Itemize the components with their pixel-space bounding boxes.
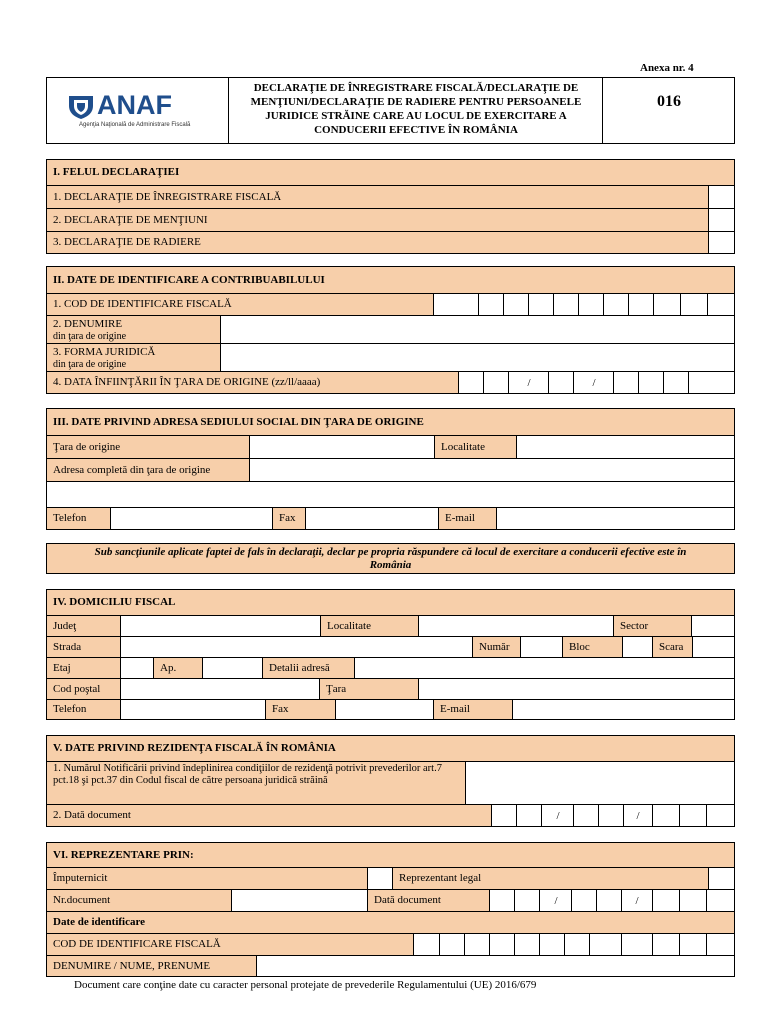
form-code: 016 (657, 93, 681, 110)
cif-digit-box[interactable] (413, 934, 439, 955)
notificare-label: 1. Numărul Notificării privind îndeplinirea condiţiilor de rezidenţă potrivit prevederilor art.7 pct.18 şi pct.37 din Codul fiscal de către persoana juridică străină (47, 762, 465, 804)
email-label: E-mail (438, 508, 496, 529)
denumire-field[interactable] (256, 956, 734, 976)
date-digit-box[interactable] (598, 805, 623, 826)
fax-label: Fax (265, 700, 335, 719)
adresa-continuare-field[interactable] (47, 481, 734, 507)
nr-document-label: Nr.document (47, 890, 231, 911)
cif-digit-box[interactable] (464, 934, 489, 955)
reprezentant-legal-label: Reprezentant legal (392, 868, 708, 889)
data-infiintarii-label: 4. DATA ÎNFIINŢĂRII ÎN ŢARA DE ORIGINE (zz/ll/aaaa) (47, 372, 458, 393)
adresa-label: Adresa completă din ţara de origine (47, 459, 249, 481)
denumire-row (47, 955, 734, 976)
forma-juridica-title: 3. FORMA JURIDICĂ (53, 346, 156, 358)
judet-field[interactable] (120, 616, 320, 636)
section-identificare (46, 266, 735, 394)
telefon-label: Telefon (47, 700, 120, 719)
date-digit-box[interactable] (679, 890, 706, 911)
forma-juridica-subtitle: din ţara de origine (53, 359, 127, 370)
data-document-label: Dată document (367, 890, 489, 911)
section-adresa-sediu (46, 408, 735, 530)
fax-field[interactable] (305, 508, 438, 529)
contact-row (47, 699, 734, 719)
date-digit-box[interactable] (541, 805, 573, 826)
reprezentare-tip-row (47, 867, 734, 889)
judet-row (47, 615, 734, 636)
tara-localitate-row (47, 435, 734, 458)
denumire-label (47, 316, 220, 343)
date-separator: / (527, 376, 531, 389)
cif-digit-box[interactable] (564, 934, 589, 955)
date-digit-box[interactable] (548, 372, 573, 393)
etaj-field[interactable] (120, 658, 153, 678)
notificare-field[interactable] (465, 762, 734, 804)
cif-digit-box[interactable] (439, 934, 464, 955)
date-digit-box[interactable] (514, 890, 539, 911)
date-digit-box[interactable] (623, 805, 652, 826)
anaf-logo (67, 92, 217, 132)
cod-postal-field[interactable] (120, 679, 319, 699)
data-infiintarii-row (47, 371, 734, 393)
telefon-field[interactable] (110, 508, 272, 529)
date-separator: / (592, 376, 596, 389)
date-separator: / (636, 809, 640, 822)
date-digit-box[interactable] (596, 890, 621, 911)
localitate-field[interactable] (418, 616, 613, 636)
etaj-label: Etaj (47, 658, 120, 678)
date-digit-box[interactable] (679, 805, 706, 826)
footer-note: Document care conţine date cu caracter personal protejate de prevederile Regulamentului (UE) 2016/679 (74, 979, 537, 991)
declaration-type-row (47, 208, 734, 231)
denumire-label: DENUMIRE / NUME, PRENUME (47, 956, 256, 976)
logo-cell (47, 78, 229, 143)
section-title: I. FELUL DECLARAŢIEI (47, 160, 734, 185)
cif-row (47, 933, 734, 955)
denumire-subtitle: din ţara de origine (53, 331, 127, 342)
data-document-label: 2. Dată document (47, 805, 491, 826)
section-felul-declaratiei (46, 159, 735, 254)
telefon-label: Telefon (47, 508, 110, 529)
date-separator: / (556, 809, 560, 822)
tara-field[interactable] (418, 679, 734, 699)
fax-label: Fax (272, 508, 305, 529)
cod-postal-row (47, 678, 734, 699)
section-title: IV. DOMICILIU FISCAL (47, 590, 734, 615)
cif-digit-box[interactable] (489, 934, 514, 955)
date-digit-box[interactable] (613, 372, 638, 393)
scara-field[interactable] (692, 637, 734, 657)
date-digit-box[interactable] (491, 805, 516, 826)
email-label: E-mail (433, 700, 512, 719)
cif-digit-box[interactable] (707, 294, 734, 315)
contact-row (47, 507, 734, 529)
localitate-field[interactable] (516, 436, 734, 458)
date-digit-box[interactable] (508, 372, 548, 393)
nr-document-row (47, 889, 734, 911)
tara-label: Ţara (319, 679, 418, 699)
strada-field[interactable] (120, 637, 472, 657)
date-digit-box[interactable] (663, 372, 688, 393)
detalii-adresa-label: Detalii adresă (262, 658, 354, 678)
cif-digit-box[interactable] (679, 934, 706, 955)
cod-postal-label: Cod poştal (47, 679, 120, 699)
bloc-label: Bloc (562, 637, 622, 657)
date-digit-box[interactable] (489, 890, 514, 911)
cif-digit-box[interactable] (503, 294, 528, 315)
cif-label: 1. COD DE IDENTIFICARE FISCALĂ (47, 294, 433, 315)
section-reprezentare (46, 842, 735, 977)
nr-document-field[interactable] (231, 890, 367, 911)
date-digit-box[interactable] (571, 890, 596, 911)
declaration-type-checkbox[interactable] (708, 209, 734, 231)
cif-digit-box[interactable] (433, 294, 478, 315)
scara-label: Scara (652, 637, 692, 657)
cif-digit-box[interactable] (621, 934, 652, 955)
date-digit-box[interactable] (539, 890, 571, 911)
date-digit-box[interactable] (638, 372, 663, 393)
ap-field[interactable] (202, 658, 262, 678)
date-digit-box[interactable] (573, 805, 598, 826)
sector-label: Sector (613, 616, 691, 636)
section-title: V. DATE PRIVIND REZIDENŢA FISCALĂ ÎN ROMÂNIA (47, 736, 734, 761)
telefon-field[interactable] (120, 700, 265, 719)
cif-digit-box[interactable] (652, 934, 679, 955)
detalii-adresa-field[interactable] (354, 658, 734, 678)
cif-digit-box[interactable] (478, 294, 503, 315)
section-title: III. DATE PRIVIND ADRESA SEDIULUI SOCIAL DIN ŢARA DE ORIGINE (47, 409, 734, 435)
numar-label: Număr (472, 637, 520, 657)
cif-digit-box[interactable] (589, 934, 621, 955)
etaj-row (47, 657, 734, 678)
cif-digit-box[interactable] (680, 294, 707, 315)
denumire-title: 2. DENUMIRE (53, 318, 123, 330)
date-digit-box[interactable] (573, 372, 613, 393)
tara-origine-field[interactable] (249, 436, 434, 458)
date-digit-box[interactable] (621, 890, 652, 911)
data-document-row (47, 804, 734, 826)
date-digit-box[interactable] (458, 372, 483, 393)
date-digit-box[interactable] (706, 805, 734, 826)
cif-digit-box[interactable] (514, 934, 539, 955)
section-domiciliu-fiscal (46, 589, 735, 720)
logo-text: ANAF (97, 90, 172, 120)
denumire-row (47, 315, 734, 343)
localitate-label: Localitate (320, 616, 418, 636)
cif-digit-box[interactable] (553, 294, 578, 315)
section-title: VI. REPREZENTARE PRIN: (47, 843, 734, 867)
form-header (46, 77, 735, 144)
cif-digit-box[interactable] (539, 934, 564, 955)
declaration-type-checkbox[interactable] (708, 232, 734, 253)
date-digit-box[interactable] (706, 890, 734, 911)
cif-digit-box[interactable] (628, 294, 653, 315)
notificare-row (47, 761, 734, 804)
strada-row (47, 636, 734, 657)
anaf-shield-icon (67, 94, 95, 120)
ap-label: Ap. (153, 658, 202, 678)
cif-digit-box[interactable] (653, 294, 680, 315)
date-digit-box[interactable] (483, 372, 508, 393)
cif-label: COD DE IDENTIFICARE FISCALĂ (47, 934, 413, 955)
date-separator: / (554, 894, 558, 907)
declaration-notice (46, 543, 735, 574)
adresa-field[interactable] (249, 459, 734, 481)
section-rezidenta-fiscala (46, 735, 735, 827)
sector-field[interactable] (691, 616, 734, 636)
localitate-label: Localitate (434, 436, 516, 458)
declaration-type-row (47, 185, 734, 208)
imputernicit-checkbox[interactable] (367, 868, 392, 889)
date-digit-box[interactable] (652, 890, 679, 911)
declaration-type-label: 3. DECLARAŢIE DE RADIERE (47, 232, 708, 253)
forma-juridica-row (47, 343, 734, 371)
form-code-cell (602, 78, 734, 143)
date-digit-box[interactable] (652, 805, 679, 826)
declaration-type-label: 2. DECLARAŢIE DE MENŢIUNI (47, 209, 708, 231)
logo-tagline: Agenţia Naţională de Administrare Fiscală (79, 122, 191, 128)
email-field[interactable] (512, 700, 734, 719)
numar-field[interactable] (520, 637, 562, 657)
declaration-notice-text: Sub sancţiunile aplicate faptei de fals în declaraţii, declar pe propria răspundere că locul de exercitare a conducerii efective este în România (94, 546, 687, 571)
email-field[interactable] (496, 508, 734, 529)
forma-juridica-label (47, 344, 220, 371)
declaration-type-label: 1. DECLARAŢIE DE ÎNREGISTRARE FISCALĂ (47, 186, 708, 208)
date-digit-box[interactable] (688, 372, 734, 393)
strada-label: Strada (47, 637, 120, 657)
judet-label: Judeţ (47, 616, 120, 636)
date-separator: / (635, 894, 639, 907)
reprezentant-legal-checkbox[interactable] (708, 868, 734, 889)
cif-digit-box[interactable] (603, 294, 628, 315)
denumire-field[interactable] (220, 316, 734, 343)
declaration-type-row (47, 231, 734, 253)
cif-digit-box[interactable] (578, 294, 603, 315)
cif-digit-box[interactable] (706, 934, 734, 955)
annex-label: Anexa nr. 4 (640, 62, 694, 74)
date-identificare-heading: Date de identificare (47, 911, 734, 933)
cif-digit-box[interactable] (528, 294, 553, 315)
adresa-row (47, 458, 734, 481)
fax-field[interactable] (335, 700, 433, 719)
imputernicit-label: Împuternicit (47, 868, 367, 889)
tara-origine-label: Ţara de origine (47, 436, 249, 458)
section-title: II. DATE DE IDENTIFICARE A CONTRIBUABILULUI (47, 267, 734, 293)
declaration-type-checkbox[interactable] (708, 186, 734, 208)
form-title: DECLARAŢIE DE ÎNREGISTRARE FISCALĂ/DECLARAŢIE DE MENŢIUNI/DECLARAŢIE DE RADIERE PENTRU PERSOANELE JURIDICE STRĂINE CARE AU LOCUL DE EXERCITARE A CONDUCERII EFECTIVE ÎN ROMÂNIA (250, 82, 582, 136)
date-digit-box[interactable] (516, 805, 541, 826)
forma-juridica-field[interactable] (220, 344, 734, 371)
cif-row (47, 293, 734, 315)
bloc-field[interactable] (622, 637, 652, 657)
